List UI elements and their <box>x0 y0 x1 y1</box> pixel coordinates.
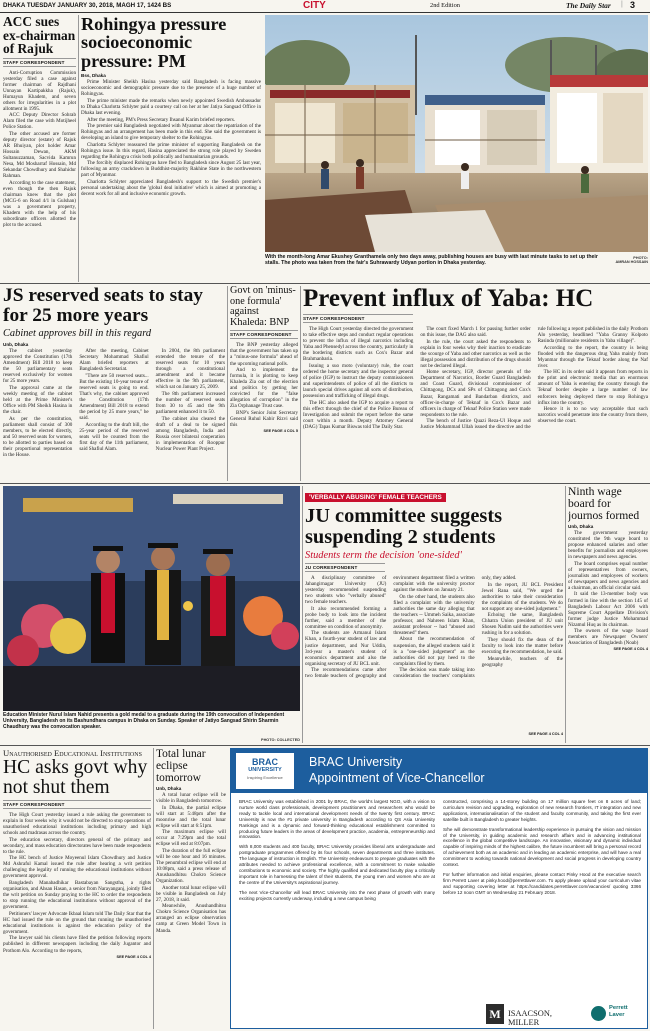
hc-govt-byline: STAFF CORRESPONDENT <box>3 800 151 809</box>
paragraph: The court fixed March 1 for passing further order on this issue, the DAG also said. <box>420 326 531 339</box>
paragraph: The maximum eclipse will occur at 7:29pm and the total eclipse will end at 8:07pm. <box>156 829 226 848</box>
paragraph: The 8th parliament increased the number of reserved seats from 30 to 45 and the 9th parliament enhanced it to 50. <box>155 390 225 415</box>
paragraph: constructed, comprising a 14-storey building on 17 million square feet on 8 acres of land; curriculum revision and upgrading, exploration of new research frontiers, IT integration and new applications, internationalisation of the student and faculty community, and taking the first ever satellite built in Bangladesh to greater heights. <box>443 799 641 822</box>
paragraph: Charlotta Schlyter reassured the prime minister of supporting Bangladesh on the Rohingya issue. In this regard, Hasina appreciated the strong role played by Sweden regarding the Rohingya crisis both politically and humanitarian grounds. <box>81 141 261 160</box>
paragraph: S/he will demonstrate transformational leadership experience in pursuing the vision and mission of the University, in guiding academic and research affairs and in advancing institutional excellence in the global competitive landscape. An innovative, visionary and dynamic individual capable of inspiring minds of the highest calibre, the future incumbent will bring a personal record of achievement both as an academic and in leading an academic enterprise, and will have a real commitment to working towards national development and social progress in developing country context. <box>443 826 641 868</box>
ju-article <box>305 486 563 743</box>
yaba-article <box>303 286 648 481</box>
paragraph: A disciplinary committee of Jahangirnagar University (JU) yesterday recommended suspending two students who "verbally abused" two female teachers. <box>305 575 387 606</box>
paragraph: On the other hand, the students also filed a complaint with the university authorities the same day alleging that the teachers -- Ummeh Saika, associate professor, and Nahreen Islam Khan, assistant professor -- had "abused and threatened" them. <box>393 593 475 636</box>
convocation-caption: Education Minister Nurul Islam Nahid presents a gold medal to a graduate during the 19th convocation of Independent University, Bangladesh on its Bashundhara campus in Dhaka on Sunday. Speaker of Jatiyo Sangsad Shirin Sharmin Chaudhury was the convocation speaker. <box>3 712 285 731</box>
convocation-scene <box>3 486 300 711</box>
ju-headline: JU committee suggests suspending 2 students <box>305 505 503 548</box>
paragraph: With 8,000 students and 400 faculty, BRAC University provides liberal arts undergraduate and postgraduate programmes offered by its four schools, seven departments and three institutes. The language of instruction is English. The University endeavours to prepare graduates with the attributes needed to achieve professional excellence, with a commitment to make valuable contributions to economic and society. The highly qualified and dedicated faculty play a critically important role in harnessing the talent of their students, the young men and women who are at the centre of the University's aspirational journey. <box>239 844 435 885</box>
section-rule <box>0 483 650 484</box>
paragraph: The prime minister made the remarks when newly appointed Swedish Ambassador to Dhaka Charlotta Schlyter paid a courtesy call on her at her Jatiya Sangsad Office in Dhaka last evening. <box>81 97 261 116</box>
paragraph: About the recommendation of suspension, the alleged students said it is a "one-sided judgement" as the authorities did not pay heed to the complaints filed by them. <box>393 636 475 667</box>
perrett-name: Perrett Laver <box>609 1005 628 1018</box>
hc-govt-headline: HC asks govt why not shut them <box>3 757 148 798</box>
masthead <box>0 0 650 13</box>
perrett-logo <box>591 1004 643 1024</box>
column-rule <box>565 486 566 743</box>
paragraph: The HC in its order said it appears from reports in the print and electronic media that an enormous amount of Yaba is entering the country through the Teknaf border despite a large number of law enforcers being deployed there to stop Rohingya influx into the country. <box>537 369 648 406</box>
paragraph: Echoing the same, Bangladesh Chhatra Union president of JU unit Shosen Nadim said the authorities were rushing in for a solution. <box>481 612 563 637</box>
paragraph: BRAC University was established in 2001 by BRAC, the world's largest NGO, with a vision to nurture world class professionals, development practitioners and researchers who would be ready to tackle local and international development needs of the twenty first century. BRAC University is now the #1 private university in Bangladesh according to QS Asia University Rankings and is a dynamic and forward-thinking educational establishment committed to producing future leaders in the areas of development practice, academia, entrepreneurship and innovation. <box>239 799 435 840</box>
rohingya-body <box>81 79 261 197</box>
paragraph: They should fix the dean of the faculty to look into the matter before executing the recommendation, he said. <box>481 636 563 656</box>
book-fair-caption: With the month-long Amar Ekushey Granthamela only two days away, publishing houses are busy with last minute tasks to set up their stalls. The photo was taken from the fair's Suhrawardy Udyan portion in Dhaka yesterday. <box>265 254 598 267</box>
ju-subhead: Students term the decision 'one-sided' <box>305 550 462 561</box>
eclipse-article <box>156 748 226 1029</box>
acc-body <box>3 70 76 229</box>
book-fair-credit <box>608 256 648 264</box>
paragraph: For further information and initial enquiries, please contact Pinky Hood at the executive search firm Perrett Laver at pinky.hood@perrettlaver.com. To apply please upload your curriculum vitae and supporting covering letter at https://candidates.perrettlaver.com/vacancies/ quoting 3366 before 12 noon GMT on Wednesday 21 February 2018. <box>443 871 641 895</box>
paragraph: The students are Armanul Islam Khan, a fourth-year student of law and justice department, and Nur Uddin, 3rd-year a master's student of economics department and also the organising secretary of JU BCL unit. <box>305 630 387 667</box>
masthead-page-number: 3 <box>630 0 636 10</box>
paragraph: In Dhaka, the partial eclipse will start at 5:48pm after the moonrise and the total lunar eclipse will start at 6:51pm. <box>156 804 226 829</box>
minus-one-byline: STAFF CORRESPONDENT <box>230 330 298 339</box>
brac-ad-col2 <box>443 799 641 999</box>
paragraph: BNP's Senior Joint Secretary General Ruhul Kabir Rizvi said this <box>230 409 298 428</box>
brac-advertisement <box>230 748 648 1029</box>
brac-tagline: Inspiring Excellence <box>247 775 283 780</box>
paragraph: Bangladesh Manabadhikar Bastabayan Sangstha, a rights organisation, and Ahsan Hasan, a senior from Narayanganj, jointly filed the writ petition on Sunday praying to the HC to order the respondents to stop running the educational institutions without approval of the government. <box>3 880 151 911</box>
paragraph: The bench of Justice Quazi Reza-Ul Hoque and Justice Mohammad Ullah issued the directive and the rule following a report published in the daily Prothom Alo yesterday, headlined "Yaba Granny Kolpoto Rasinda (millionaire residents in Yaba village)". <box>420 326 648 431</box>
isaacson-monogram: M <box>486 1004 504 1024</box>
paragraph: The other accused are former deputy director (estate) of Rajuk AR Bhuiyan, plot holder Amar Hossain Dewan, AKM Sultanuzzaman, Sacvida Kamrun Nesa, Md Mosharraf Hossain, Md Sekandar Chowdhury and Shahidur Rahman. <box>3 130 76 180</box>
paragraph: The government yesterday constituted the 9th wage board to propose enhanced salaries and other benefits for journalists and employees in newspapers and news agencies. <box>568 530 648 561</box>
wage-headline: Ninth wage board for journos formed <box>568 486 640 522</box>
credit-name: AMRAN HOSSAIN <box>615 260 648 264</box>
isaacson-name: ISAACSON, MILLER <box>508 1009 552 1027</box>
rohingya-article <box>81 15 261 282</box>
masthead-dateline: DHAKA TUESDAY JANUARY 30, 2018, MAGH 17, 1424 BS <box>3 2 172 9</box>
js-seats-dateline: Unb, Dhaka <box>3 342 29 347</box>
section-rule <box>0 745 650 746</box>
credit-label: PHOTO: <box>633 256 648 260</box>
paragraph: The premier said Bangladesh negotiated with Myanmar about the repatriation of the Rohingyas and an arrangement has been made in this end. She said the government is developing an island to give temporary shelter to the Rohingyas. <box>81 123 261 142</box>
paragraph: Hence it is to no way acceptable that such narcotics would penetrate into the country from there, observed the court. <box>537 406 648 425</box>
paragraph: Prime Minister Sheikh Hasina yesterday said Bangladesh is facing massive socioeconomic and demographic pressure due to the presence of a huge number of Rohingyas. <box>81 79 261 98</box>
paragraph: The next Vice-Chancellor will lead BRAC University into the next phase of growth with many exciting projects currently underway, including a new campus being <box>239 889 435 901</box>
js-seats-subhead: Cabinet approves bill in this regard <box>3 328 152 339</box>
js-seats-body <box>3 348 225 473</box>
acc-headline: ACC sues ex-chairman of Rajuk <box>3 15 76 56</box>
paragraph: The forcibly displaced Rohingyas have fled to Bangladesh since August 25 last year, following an army crackdown in Buddhist-majority Rakhine State in the northwestern part of Myanmar. <box>81 160 261 179</box>
paragraph: The recommendations came after two female teachers of geography and environment department filed a written complaint with the university proctor against the students on January 21. <box>305 575 475 680</box>
minus-one-see-page[interactable]: SEE PAGE 4 COL 5 <box>263 429 298 434</box>
masthead-edition: 2nd Edition <box>430 2 460 9</box>
paragraph: The decision was made taking into consideration the teachers' complaints only, they added. <box>393 575 517 680</box>
paragraph: Home secretary, IGP, director generals of the Department of Narcotics, Border Guard Bangladesh and Coast Guard, divisional commissioner of Chittagong, DCs and SPs of Chittagong and Cox's Bazar, Rangamati and Bandarban districts, and officer-in-charge of Teknaf in Cox's Bazar and officers in charge of Teknaf Police Station were made respondents to the rule. <box>420 369 531 418</box>
ju-byline: JU CORRESPONDENT <box>305 563 385 572</box>
convocation-caption-block <box>3 712 300 742</box>
yaba-byline: STAFF CORRESPONDENT <box>303 314 413 323</box>
paragraph: According to the report, the country is being flooded with the dangerous drug Yaba mainly from Myanmar through the Teknaf border along the Naf river. <box>537 344 648 369</box>
wage-body <box>568 530 648 646</box>
brac-logo-subtext: UNIVERSITY <box>248 767 282 773</box>
rohingya-dateline: Bss, Dhaka <box>81 73 106 79</box>
paragraph: The duration of the full eclipse will be one hour and 16 minutes. The penumbral eclipse will end at 10:08pm, said a press release of Anushandhitsu Chokro Science Organization. <box>156 847 226 885</box>
rohingya-headline: Rohingya pressure socioeconomic pressure: PM <box>81 15 227 71</box>
yaba-headline: Prevent influx of Yaba: HC <box>303 286 594 312</box>
paragraph: According to the draft bill, the 25-year period of the reserved seats will be counted from the first day of the 11th parliament, said Shafiul Alam. <box>79 421 149 452</box>
masthead-section: CITY <box>303 0 326 11</box>
paragraph: The HC also asked the IGP to acquire a report to this effect through the chief of the Police Bureau of Investigation and submit the report before the same court within a month. Deputy Attorney General (DAG) Tapas Kumar Biswas told The Daily Star. <box>303 399 414 430</box>
convocation-credit: PHOTO: COLLECTED <box>261 738 300 742</box>
paragraph: Meanwhile, teachers of the geography <box>481 655 563 668</box>
brac-header <box>231 749 647 793</box>
paragraph: The owners of the wage board members are Newspaper Owners' Association of Bangladesh (Noab) <box>568 628 648 647</box>
wage-see-page[interactable]: SEE PAGE 4 COL 4 <box>613 647 648 652</box>
paragraph: It said the 13-member body was formed in line with the section 145 of Bangladesh Labour Act 2006 with Supreme Court Appellate Division's former judge Justice Mohammad Nizamul Huq as its chairman. <box>568 591 648 628</box>
hc-govt-kicker: Unauthorised Educational Institutions <box>3 748 142 758</box>
paragraph: The High Court yesterday issued a rule asking the government to explain in four weeks why it would not be directed to stop operations of unauthorised educational institutions including primary and high schools and madrasas across the country. <box>3 812 151 837</box>
paragraph: The board comprises equal number of representatives from owners, journalists and employees of workers of newspapers and news agencies and a chairman, an official circular said. <box>568 560 648 591</box>
isaacson-logo <box>486 1004 576 1027</box>
paragraph: Charlotta Schlyter appreciated Bangladesh's support to the Swedish premier's personal undertaking about the 'global deal initiative' which is aimed at promoting a decent work for all and inclusive economic growth. <box>81 178 261 198</box>
paragraph: Issuing a suo moto (voluntary) rule, the court ordered the home secretary and the inspector general of police (IGP) to instruct the deputy commissioners and superintendents of police of all the districts to launch special drives against all sorts of distribution, possession and trafficking of illegal drugs. <box>303 362 414 400</box>
minus-one-headline: Govt on 'minus-one formula' against Khaleda: BNP <box>230 286 296 328</box>
masthead-separator: | <box>621 1 623 8</box>
paragraph: After the meeting, Cabinet Secretary Mohammad Shafiul Alam briefed reporters at Bangladesh Secretariat. <box>79 348 149 373</box>
acc-byline: STAFF CORRESPONDENT <box>3 58 76 67</box>
paragraph: In the rule, the court asked the respondents to explain in four weeks why their inaction to eradicate the scourge of Yaba and other narcotics as well as the illegal possession and distribution of the drugs should not be declared illegal. <box>420 338 531 369</box>
js-seats-article <box>3 286 225 481</box>
brac-ad-col1 <box>239 799 435 999</box>
paragraph: Another total lunar eclipse will be visible in Bangladesh on July 27, 2018, it said. <box>156 884 226 903</box>
paragraph: The lawyer said his clients have filed the petition following reports published in different newspapers including the daily Jugantor and Prothom Alo. According to the reports, <box>3 935 151 954</box>
eclipse-dateline: Unb, Dhaka <box>156 786 182 791</box>
acc-article <box>3 15 76 282</box>
minus-one-body <box>230 342 298 428</box>
paragraph: "There are 50 reserved seats... But the existing 10-year tenure of reserved seats is going to end. That's why, the cabinet approved the Constitution (17th Amendment) Bill 2018 to extend the period by 25 more years," he said. <box>79 372 149 422</box>
paragraph: It also recommended forming a probe body to look into the incident further, said a member of the committee on condition of anonymity. <box>305 605 387 630</box>
minus-one-article <box>230 286 298 481</box>
brac-ad-title: BRAC University <box>309 755 403 769</box>
convocation-photo <box>3 486 300 711</box>
paragraph: The cabinet also cleared the draft of a deal to be signed among Bangladesh, India and Russia over bilateral cooperation in implementation of Rooppur Nuclear Power Plant Project. <box>155 415 225 452</box>
paragraph: Petitioners' lawyer Advocate Ikbaal Islam told The Daily Star that the HC had issued the rule on the ground that running the unauthorised educational institutions is against the education policy of the government. <box>3 910 151 935</box>
paragraph: The cabinet yesterday approved the Constitution (17th Amendment) Bill 2018 to keep the 50 parliamentary seats reserved exclusively for women for 25 more years. <box>3 348 73 385</box>
column-rule <box>300 286 301 481</box>
paragraph: In the report, JU BCL President Jewel Rana said, "We urged the authorities to take their consideration the complaints of the students. We do not support any one-sided judgement." <box>481 581 563 612</box>
section-rule <box>0 283 650 284</box>
ju-see-page[interactable]: SEE PAGE 4 COL 4 <box>528 732 563 736</box>
paragraph: Meanwhile, Anushandhitsu Chokro Science Organisation has arranged an eclipse observation camp at Green Model Town in Manda. <box>156 903 226 934</box>
hc-govt-body <box>3 812 151 954</box>
column-rule <box>227 286 228 481</box>
brac-logo-box <box>236 753 294 789</box>
paragraph: And to implement the formula, it is plotting to keep Khaleda Zia out of the election and politics by getting her convicted for the "false allegation of corruption" in the Zia Orphanage Trust case. <box>230 367 298 410</box>
hc-govt-article <box>3 748 151 1029</box>
paragraph: The BNP yesterday alleged that the government has taken up a "minus-one formula" ahead of the upcoming national polls. <box>230 342 298 367</box>
hc-govt-see-page[interactable]: SEE PAGE 4 COL 4 <box>116 954 151 959</box>
wage-article <box>568 486 648 743</box>
paragraph: As per the constitution, parliament shall consist of 300 members, to be elected directly, and 50 reserved seats for women, to be allotted to parties based on their proportional representation in the House. <box>3 415 73 458</box>
brac-logo-text: BRAC <box>252 757 278 767</box>
yaba-body <box>303 326 648 481</box>
book-fair-photo <box>265 15 648 252</box>
eclipse-body <box>156 792 226 934</box>
book-fair-scene <box>265 15 648 252</box>
paragraph: ACC Deputy Director Sohrab Alam filed the case with Motijheel Police Station. <box>3 112 76 131</box>
masthead-paper: The Daily Star <box>566 1 611 10</box>
brac-ad-subtitle: Appointment of Vice-Chancellor <box>309 771 485 785</box>
column-rule <box>302 486 303 743</box>
column-rule <box>78 15 79 282</box>
paragraph: A total lunar eclipse will be visible in Bangladesh tomorrow. <box>156 792 226 805</box>
ju-body <box>305 575 563 731</box>
paragraph: In 2004, the 8th parliament extended the tenure of the reserved seats for 10 years through a constitutional amendment and it became effective in the 9th parliament, which sat on January 25, 2009. <box>155 348 225 391</box>
paragraph: According to the case statement, even though the then Rajuk chairman knew that the plot (MCG-6 on Road 4/1 in Gulshan) was a government property, Khadem with the help of his subordinate officers allotted the plot to the accused. <box>3 179 76 229</box>
wage-dateline: Unb, Dhaka <box>568 524 594 529</box>
paragraph: The education secretary, directors general of the primary and secondary, and mass education directorates have been made respondents to the rule. <box>3 836 151 855</box>
eclipse-headline: Total lunar eclipse tomorrow <box>156 748 206 784</box>
book-fair-caption-block <box>265 254 648 280</box>
paragraph: The approval came at the weekly meeting of the cabinet held at the Prime Minister's Office with PM Sheikh Hasina in the chair. <box>3 384 73 415</box>
paragraph: Anti-Corruption Commission yesterday filed a case against former chairman of Rajdhani Unnayan Kartipakkha (Rajuk), Humayun Khadem, and seven others for irregularities in a plot allotment in 1995. <box>3 69 76 112</box>
paragraph: After the meeting, PM's Press Secretary Ihsanul Karim briefed reporters. <box>87 116 236 123</box>
perrett-icon <box>591 1006 606 1021</box>
js-seats-headline: JS reserved seats to stay for 25 more years <box>3 286 203 326</box>
paragraph: The HC bench of Justice Moyeenul Islam Chowdhury and Justice Md Ashraful Kamal issued the rule after hearing a writ petition challenging the legality of running the educational institutions without government approval. <box>3 855 151 880</box>
column-rule <box>153 748 154 1029</box>
ju-kicker: 'VERBALLY ABUSING' FEMALE TEACHERS <box>305 493 446 502</box>
paragraph: The High Court yesterday directed the government to take effective steps and conduct regular operations to prevent the influx of illegal narcotics including Yaba and Phensedyl across the country, particularly in the bordering districts such as Cox's Bazar and Brahmanbaria. <box>303 326 414 363</box>
